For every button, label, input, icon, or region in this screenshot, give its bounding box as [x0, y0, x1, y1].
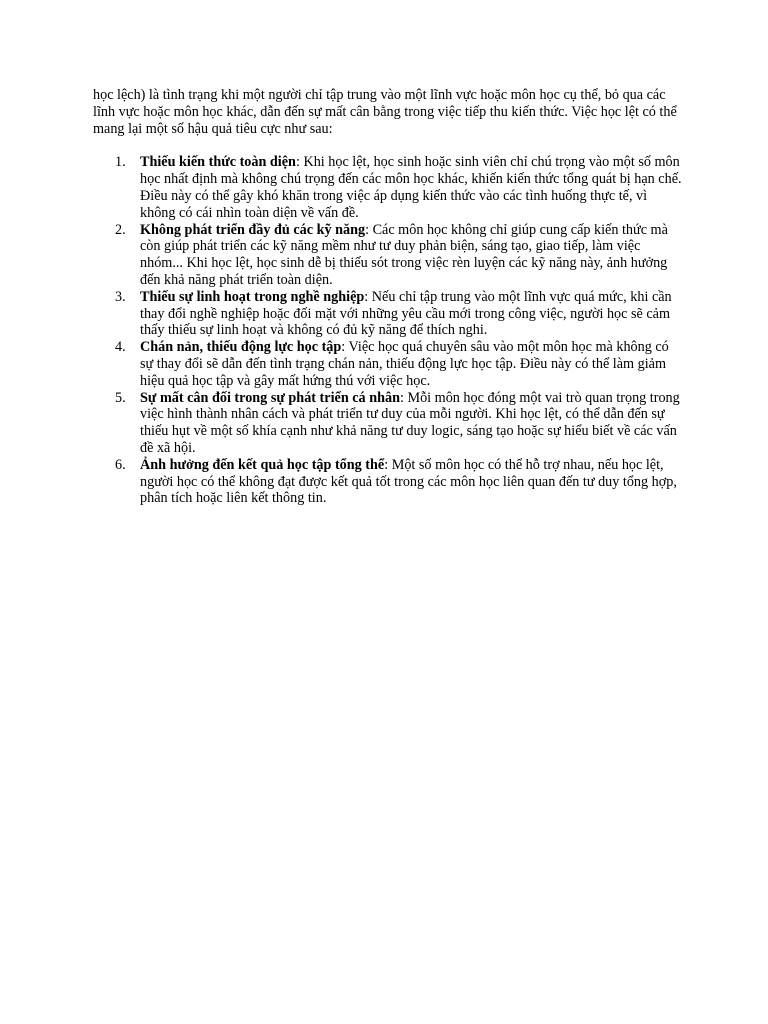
list-item-text: : Một số môn học có thể hỗ trợ nhau, nếu học lệt, người học có thể không đạt được kết quả tốt trong các môn học liên quan đến tư duy tổng hợp, phân tích hoặc liên kết thông tin.: [140, 456, 677, 507]
list-item: [115, 154, 683, 221]
list-item-number: 5.: [115, 389, 126, 406]
list-item-number: 3.: [115, 288, 126, 305]
list-item: [115, 339, 683, 389]
intro-paragraph: học lệch) là tình trạng khi một người chỉ tập trung vào một lĩnh vực hoặc môn học cụ thể, bỏ qua các lĩnh vực hoặc môn học khác, dẫn đến sự mất cân bằng trong việc tiếp thu kiến thức. Việc học lệt có thể mang lại một số hậu quả tiêu cực như sau:: [93, 87, 677, 137]
list-item-number: 2.: [115, 221, 126, 238]
list-item-term: Chán nản, thiếu động lực học tập: [140, 339, 342, 356]
list-item-text: : Các môn học không chỉ giúp cung cấp kiến thức mà còn giúp phát triển các kỹ năng mềm như tư duy phản biện, sáng tạo, giao tiếp, làm việc nhóm... Khi học lệt, học sinh dễ bị thiếu sót trong việc rèn luyện các kỹ năng này, ảnh hưởng đến khả năng phát triển toàn diện.: [140, 221, 668, 288]
list-item-text: : Mỗi môn học đóng một vai trò quan trọng trong việc hình thành nhân cách và phát triển tư duy của mỗi người. Khi học lệt, có thể dẫn đến sự thiếu hụt về một số khía cạnh như khả năng tư duy logic, sáng tạo hoặc sự hiểu biết về các vấn đề xã hội.: [140, 389, 680, 456]
list-item-text: : Nếu chỉ tập trung vào một lĩnh vực quá mức, khi cần thay đổi nghề nghiệp hoặc đối mặt với những yêu cầu mới trong công việc, người học sẽ cảm thấy thiếu sự linh hoạt và không có đủ kỹ năng để thích nghi.: [140, 288, 672, 339]
list-item: [115, 288, 683, 339]
list-item-text: : Khi học lệt, học sinh hoặc sinh viên chỉ chú trọng vào một số môn học nhất định mà không chú trọng đến các môn học khác, khiến kiến thức tổng quát bị hạn chế. Điều này có thể gây khó khăn trong việc áp dụng kiến thức vào các tình huống thực tế, vì không có cái nhìn toàn diện về vấn đề.: [140, 154, 682, 221]
list-item-term: Ảnh hưởng đến kết quả học tập tổng thể: [140, 456, 385, 473]
list-item-number: 1.: [115, 154, 126, 171]
list-item-term: Thiếu sự linh hoạt trong nghề nghiệp: [140, 288, 365, 305]
consequences-list: [93, 154, 683, 507]
list-item-number: 4.: [115, 339, 126, 356]
document-body: [93, 87, 683, 507]
list-item-term: Không phát triển đầy đủ các kỹ năng: [140, 221, 366, 238]
list-item-term: Thiếu kiến thức toàn diện: [140, 154, 296, 171]
list-item: [115, 221, 683, 289]
list-item: [115, 389, 683, 457]
list-item: [115, 456, 683, 507]
list-item-number: 6.: [115, 456, 126, 473]
list-item-term: Sự mất cân đối trong sự phát triển cá nhân: [140, 389, 400, 406]
list-item-text: : Việc học quá chuyên sâu vào một môn học mà không có sự thay đổi sẽ dẫn đến tình trạng chán nản, thiếu động lực học tập. Điều này có thể làm giảm hiệu quả học tập và gây mất hứng thú với việc học.: [140, 339, 669, 389]
